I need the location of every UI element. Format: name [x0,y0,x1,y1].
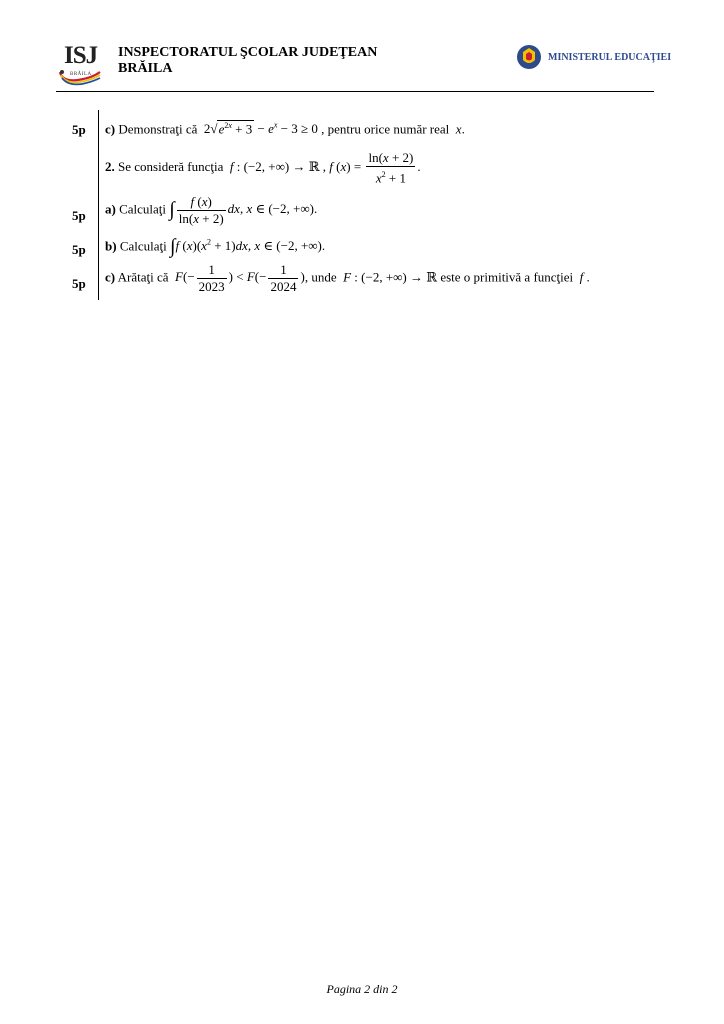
formula-integral-b: ∫f $(x)(x^2 + 1)dx$, x ∈ (−2, +∞). [170,236,326,258]
item-label: 2. [105,159,115,175]
points-badge: 5p [72,122,86,137]
item-text: Se consideră funcţia [118,159,224,175]
isj-logo [56,42,104,86]
points-column-divider [98,110,99,300]
institution-title [118,45,377,77]
item-text-middle: , unde [304,269,337,285]
coat-of-arms-icon [516,43,542,71]
points-badge: 5p [72,208,86,223]
logo-subtext: BRĂILA [70,72,92,77]
formula-inequality: $2√e^{2x} + 3 - e^x - 3 \ge 0$ [200,121,318,137]
item-label: b) [105,238,117,254]
function-definition: f : (−2, +∞) → ℝ , f (x) = $\frac{\ln(x + 2)}{x^2 + 1}$ . [229,150,421,186]
exercise-2-statement [105,150,421,186]
item-label: c) [105,121,116,137]
item-label: a) [105,201,116,217]
function-f: f [576,269,584,285]
item-text: Calculaţi [119,238,167,254]
exercise-b-integral [105,236,325,259]
logo-text: ISJ [64,42,98,69]
page-header [56,40,672,92]
formula-primitive-domain: F : (−2, +∞) → ℝ [343,269,438,285]
institution-line-1: INSPECTORATUL ŞCOLAR JUDEŢEAN [118,45,378,60]
variable-x: x [452,121,462,137]
item-text-after: este o primitivă a funcţiei [440,269,574,285]
exercise-c-prove: c) Demonstraţi că $2√e^{2x} + 3 - e^x - 3 \ge 0$ , pentru orice număr real x. [105,121,465,137]
ministry-logo [516,43,672,71]
header-divider [56,91,654,92]
ministry-label: MINISTERUL EDUCAŢIEI [548,52,672,63]
page-footer: Pagina 2 din 2 [326,982,398,996]
points-badge: 5p [72,242,86,257]
exercise-a-integral [105,194,317,227]
item-label: c) [105,269,116,285]
item-text: Arătaţi că [117,269,169,285]
formula-integral-a: ∫ $\frac{f (x)}{\ln(x + 2)}$ dx, x ∈ (−2, +∞). [169,194,318,226]
item-text: Demonstraţi că [118,121,198,137]
institution-line-2: BRĂILA [118,61,173,76]
formula-comparison: F(− $\frac{1}{2023}$ ) < F(− $\frac{1}{2024}$ ) [175,262,305,294]
item-text-after: , pentru orice număr real [321,121,450,137]
points-badge: 5p [72,276,86,291]
exercise-c-primitive: c) Arătaţi că F(− $\frac{1}{2023}$ ) < F(− $\frac{1}{2024}$ ), unde F : (−2, +∞) → ℝ este o primitivă a funcţiei f . [105,262,590,294]
item-text: Calculaţi [119,201,167,217]
